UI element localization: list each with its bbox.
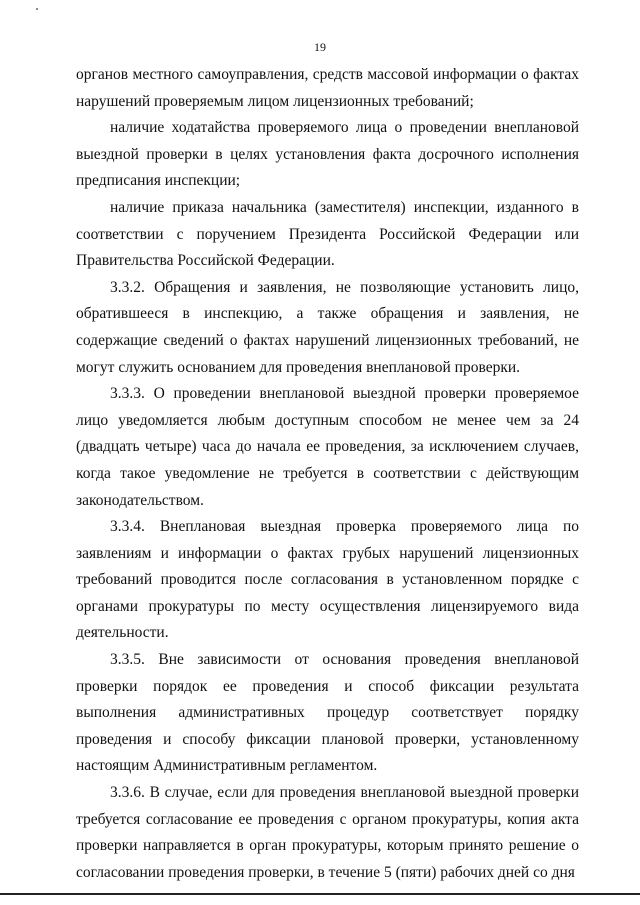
paragraph-3-3-3: 3.3.3. О проведении внеплановой выездной проверки проверяемое лицо уведомляется любым доступным способом не менее чем за 24 (двадцать четыре) часа до начала ее проведения, за исключением случаев, когда такое уведомление не требуется в соответствии с действующим законодательством.: [76, 385, 579, 509]
scan-artifact: [36, 8, 38, 10]
paragraph-3-3-5: 3.3.5. Вне зависимости от основания проведения внеплановой проверки порядок ее проведения и способ фиксации результата выполнения административных процедур соответствует порядку проведения и способу фиксации плановой проверки, установленному настоящим Административным регламентом.: [76, 651, 579, 775]
paragraph-3-3-2: 3.3.2. Обращения и заявления, не позволяющие установить лицо, обратившееся в инспекцию, а также обращения и заявления, не содержащие сведений о фактах нарушений лицензионных требований, не могут служить основанием для проведения внеплановой проверки.: [76, 278, 579, 376]
page-number: 19: [314, 40, 326, 54]
paragraph-order: наличие приказа начальника (заместителя) инспекции, изданного в соответствии с поручением Президента Российской Федерации или Правительства Российской Федерации.: [76, 198, 579, 270]
paragraph-petition: наличие ходатайства проверяемого лица о проведении внеплановой выездной проверки в целях установления факта досрочного исполнения предписания инспекции;: [76, 119, 579, 190]
document-body: [76, 62, 579, 886]
paragraph-3-3-6: 3.3.6. В случае, если для проведения внеплановой выездной проверки требуется согласование ее проведения с органом прокуратуры, копия акта проверки направляется в орган прокуратуры, которым принято решение о согласовании проведения проверки, в течение 5 (пяти) рабочих дней со дня: [76, 784, 579, 881]
paragraph-3-3-4: 3.3.4. Внеплановая выездная проверка проверяемого лица по заявлениям и информации о фактах грубых нарушений лицензионных требований проводится после согласования в установленном порядке с органами прокуратуры по месту осуществления лицензируемого вида деятельности.: [76, 518, 579, 642]
paragraph-continuation: органов местного самоуправления, средств массовой информации о фактах нарушений проверяемым лицом лицензионных требований;: [76, 66, 579, 110]
page-bottom-border: [0, 893, 640, 895]
